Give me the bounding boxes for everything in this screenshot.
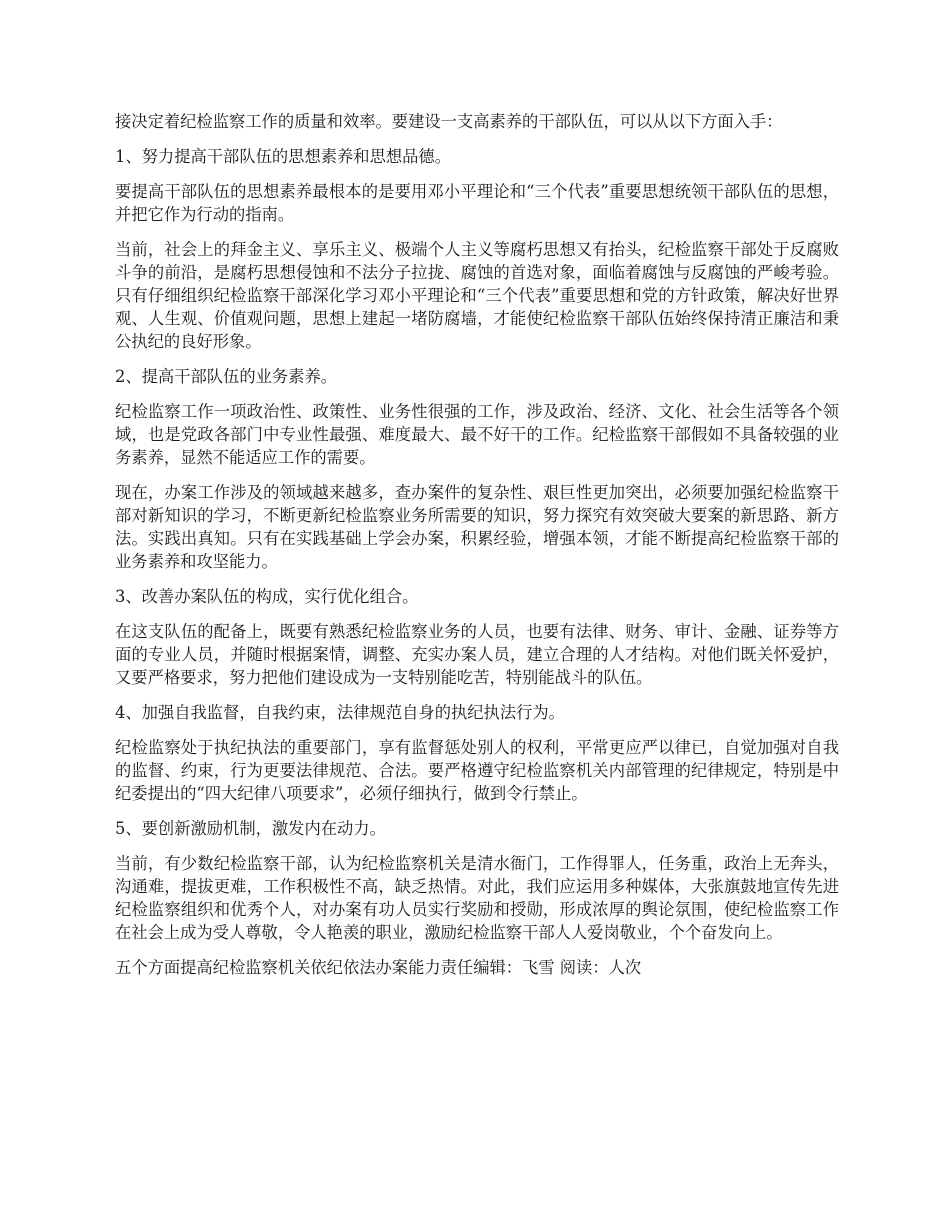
body-paragraph: 现在，办案工作涉及的领域越来越多，查办案件的复杂性、艰巨性更加突出，必须要加强纪检监察干部对新知识的学习，不断更新纪检监察业务所需要的知识，努力探究有效突破大要案的新思路、新方法。实践出真知。只有在实践基础上学会办案，积累经验，增强本领，才能不断提高纪检监察干部的业务素养和攻坚能力。 — [115, 483, 839, 571]
section-heading-1: 1、努力提高干部队伍的思想素养和思想品德。 — [115, 147, 451, 166]
intro-paragraph: 接决定着纪检监察工作的质量和效率。要建设一支高素养的干部队伍，可以从以下方面入手： — [115, 112, 783, 131]
footer-line: 五个方面提高纪检监察机关依纪依法办案能力责任编辑：飞雪 阅读：人次 — [115, 958, 642, 977]
section-heading-2: 2、提高干部队伍的业务素养。 — [115, 367, 338, 386]
body-paragraph: 纪检监察工作一项政治性、政策性、业务性很强的工作，涉及政治、经济、文化、社会生活等各个领域，也是党政各部门中专业性最强、难度最大、最不好干的工作。纪检监察干部假如不具备较强的业务素养，显然不能适应工作的需要。 — [115, 402, 839, 467]
document-body — [115, 110, 839, 991]
section-heading-5: 5、要创新激励机制，激发内在动力。 — [115, 819, 386, 838]
section-heading-3: 3、改善办案队伍的构成，实行优化组合。 — [115, 587, 419, 606]
body-paragraph: 当前，社会上的拜金主义、享乐主义、极端个人主义等腐朽思想又有抬头，纪检监察干部处于反腐败斗争的前沿，是腐朽思想侵蚀和不法分子拉拢、腐蚀的首选对象，面临着腐蚀与反腐蚀的严峻考验。只有仔细组织纪检监察干部深化学习邓小平理论和“三个代表”重要思想和党的方针政策，解决好世界观、人生观、价值观问题，思想上建起一堵防腐墙，才能使纪检监察干部队伍始终保持清正廉洁和秉公执纪的良好形象。 — [115, 240, 839, 351]
section-heading-4: 4、加强自我监督，自我约束，法律规范自身的执纪执法行为。 — [115, 703, 565, 722]
body-paragraph: 在这支队伍的配备上，既要有熟悉纪检监察业务的人员，也要有法律、财务、审计、金融、证券等方面的专业人员，并随时根据案情，调整、充实办案人员，建立合理的人才结构。对他们既关怀爱护，又要严格要求，努力把他们建设成为一支特别能吃苦，特别能战斗的队伍。 — [115, 622, 839, 687]
body-paragraph: 当前，有少数纪检监察干部，认为纪检监察机关是清水衙门，工作得罪人，任务重，政治上无奔头，沟通难，提拔更难，工作积极性不高，缺乏热情。对此，我们应运用多种媒体，大张旗鼓地宣传先进纪检监察组织和优秀个人，对办案有功人员实行奖励和授勋，形成浓厚的舆论氛围，使纪检监察工作在社会上成为受人尊敬，令人艳羡的职业，激励纪检监察干部人人爱岗敬业，个个奋发向上。 — [115, 854, 839, 942]
body-paragraph: 要提高干部队伍的思想素养最根本的是要用邓小平理论和“三个代表”重要思想统领干部队伍的思想，并把它作为行动的指南。 — [115, 182, 839, 224]
body-paragraph: 纪检监察处于执纪执法的重要部门，享有监督惩处别人的权利，平常更应严以律已，自觉加强对自我的监督、约束，行为更要法律规范、合法。要严格遵守纪检监察机关内部管理的纪律规定，特别是中纪委提出的“四大纪律八项要求”，必须仔细执行，做到令行禁止。 — [115, 738, 839, 803]
